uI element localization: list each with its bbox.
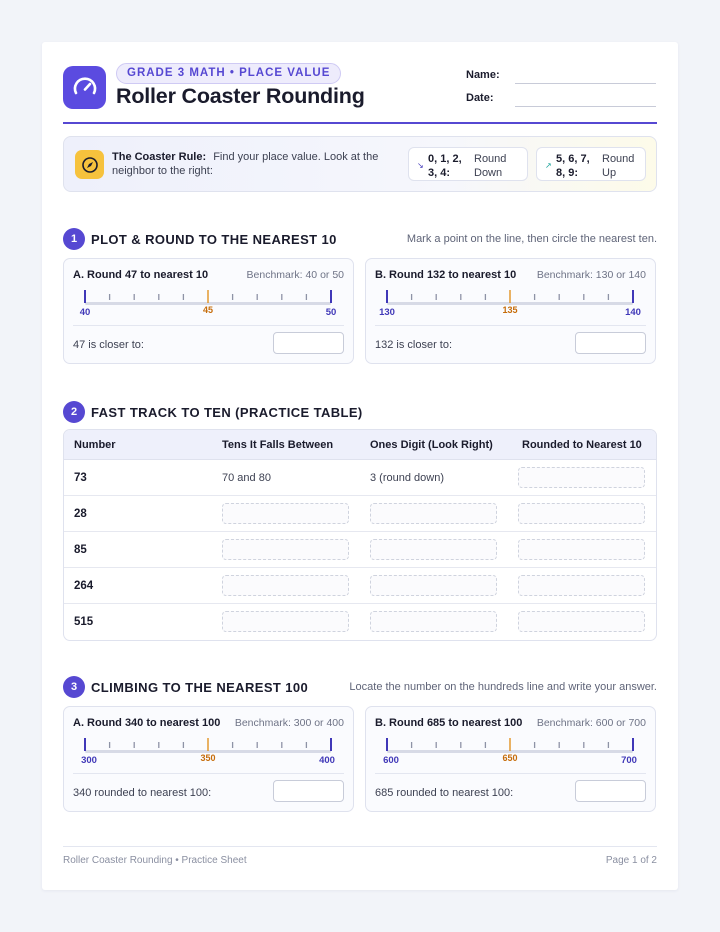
date-label: Date: — [466, 92, 494, 104]
tens-between-box[interactable] — [222, 539, 349, 560]
line-start-label: 40 — [79, 307, 91, 318]
section-2-number: 2 — [63, 401, 85, 423]
line-mid-label: 650 — [502, 753, 518, 763]
line-end-label: 700 — [621, 755, 637, 766]
row-number: 85 — [74, 544, 87, 556]
row-number: 515 — [74, 616, 94, 628]
round-up-chip — [536, 147, 646, 181]
card-divider — [73, 773, 344, 774]
table-row — [64, 496, 656, 532]
row-number: 73 — [74, 472, 87, 484]
rounded-answer-box[interactable] — [518, 611, 645, 632]
footer-title: Roller Coaster Rounding • Practice Sheet — [63, 855, 247, 866]
column-header: Tens It Falls Between — [222, 439, 334, 451]
rule-description — [112, 150, 402, 178]
section-1-instructions: Mark a point on the line, then circle the nearest ten. — [406, 233, 657, 245]
speedometer-icon — [63, 66, 106, 109]
ones-digit-box[interactable] — [370, 575, 497, 596]
answer-box[interactable] — [575, 332, 646, 354]
card-title: B. Round 132 to nearest 10 — [375, 269, 517, 281]
number-line-card-b — [365, 706, 656, 812]
line-mid-label: 350 — [200, 753, 216, 763]
footer-divider — [63, 846, 657, 847]
name-field[interactable] — [515, 83, 656, 84]
card-question: 685 rounded to nearest 100: — [375, 787, 514, 799]
compass-icon — [75, 150, 104, 179]
number-line-card-b — [365, 258, 656, 364]
rule-text: Find your place value. Look at the neighbor to the right: — [112, 151, 379, 177]
tens-between-box[interactable] — [222, 611, 349, 632]
card-divider — [375, 773, 646, 774]
benchmark-label: Benchmark: 600 or 700 — [536, 717, 646, 729]
rule-heading: The Coaster Rule: — [112, 151, 207, 163]
rounded-answer-box[interactable] — [518, 575, 645, 596]
card-title: A. Round 47 to nearest 10 — [73, 269, 209, 281]
line-mid-label: 135 — [502, 305, 518, 315]
tens-between: 70 and 80 — [222, 472, 271, 484]
card-question: 340 rounded to nearest 100: — [73, 787, 212, 799]
line-start-label: 300 — [81, 755, 97, 766]
arrow-down-right-icon: ↘ — [417, 161, 424, 170]
rounded-answer-box[interactable] — [518, 467, 645, 488]
line-start-label: 130 — [379, 307, 395, 318]
name-label: Name: — [466, 69, 500, 81]
row-number: 28 — [74, 508, 87, 520]
round-up-digits: 5, 6, 7, 8, 9: — [556, 153, 590, 179]
line-end-label: 400 — [319, 755, 335, 766]
column-header: Ones Digit (Look Right) — [370, 439, 493, 451]
card-divider — [73, 325, 344, 326]
round-up-label: Round Up — [602, 153, 635, 179]
table-header — [64, 430, 656, 460]
page-number: Page 1 of 2 — [605, 855, 657, 866]
section-3-title: CLIMBING TO THE NEAREST 100 — [91, 680, 309, 695]
answer-box[interactable] — [273, 332, 344, 354]
tens-between-box[interactable] — [222, 503, 349, 524]
ones-digit-box[interactable] — [370, 503, 497, 524]
benchmark-label: Benchmark: 300 or 400 — [234, 717, 344, 729]
worksheet — [42, 42, 678, 890]
section-1-number: 1 — [63, 228, 85, 250]
header-divider — [63, 122, 657, 124]
line-start-label: 600 — [383, 755, 399, 766]
number-line-card-a — [63, 258, 354, 364]
row-number: 264 — [74, 580, 94, 592]
section-1-title: PLOT & ROUND TO THE NEAREST 10 — [91, 232, 337, 247]
date-field[interactable] — [515, 106, 656, 107]
benchmark-label: Benchmark: 40 or 50 — [246, 269, 344, 281]
line-mid-label: 45 — [202, 305, 214, 315]
number-line[interactable] — [79, 737, 339, 767]
benchmark-label: Benchmark: 130 or 140 — [536, 269, 646, 281]
number-line[interactable] — [381, 289, 641, 319]
table-row — [64, 532, 656, 568]
line-end-label: 140 — [625, 307, 641, 318]
rounded-answer-box[interactable] — [518, 503, 645, 524]
section-3-instructions: Locate the number on the hundreds line and write your answer. — [349, 681, 657, 693]
table-row — [64, 568, 656, 604]
line-end-label: 50 — [325, 307, 337, 318]
section-2-title: FAST TRACK TO TEN (PRACTICE TABLE) — [91, 405, 363, 420]
practice-table — [63, 429, 657, 641]
card-question: 132 is closer to: — [375, 339, 453, 351]
column-header: Number — [74, 439, 116, 451]
rounded-answer-box[interactable] — [518, 539, 645, 560]
ones-digit: 3 (round down) — [370, 472, 444, 484]
card-title: A. Round 340 to nearest 100 — [73, 717, 221, 729]
ones-digit-box[interactable] — [370, 539, 497, 560]
round-down-chip — [408, 147, 528, 181]
round-down-label: Round Down — [474, 153, 507, 179]
section-3-number: 3 — [63, 676, 85, 698]
ones-digit-box[interactable] — [370, 611, 497, 632]
card-title: B. Round 685 to nearest 100 — [375, 717, 523, 729]
page-title: Roller Coaster Rounding — [116, 84, 365, 108]
card-divider — [375, 325, 646, 326]
answer-box[interactable] — [575, 780, 646, 802]
number-line[interactable] — [381, 737, 641, 767]
column-header: Rounded to Nearest 10 — [522, 439, 642, 451]
round-down-digits: 0, 1, 2, 3, 4: — [428, 153, 462, 179]
arrow-up-right-icon: ↗ — [545, 161, 552, 170]
tens-between-box[interactable] — [222, 575, 349, 596]
grade-badge: GRADE 3 MATH • PLACE VALUE — [116, 63, 341, 84]
table-row — [64, 460, 656, 496]
table-row — [64, 604, 656, 640]
answer-box[interactable] — [273, 780, 344, 802]
number-line[interactable] — [79, 289, 339, 319]
coaster-rule-banner — [63, 136, 657, 192]
card-question: 47 is closer to: — [73, 339, 144, 351]
number-line-card-a — [63, 706, 354, 812]
